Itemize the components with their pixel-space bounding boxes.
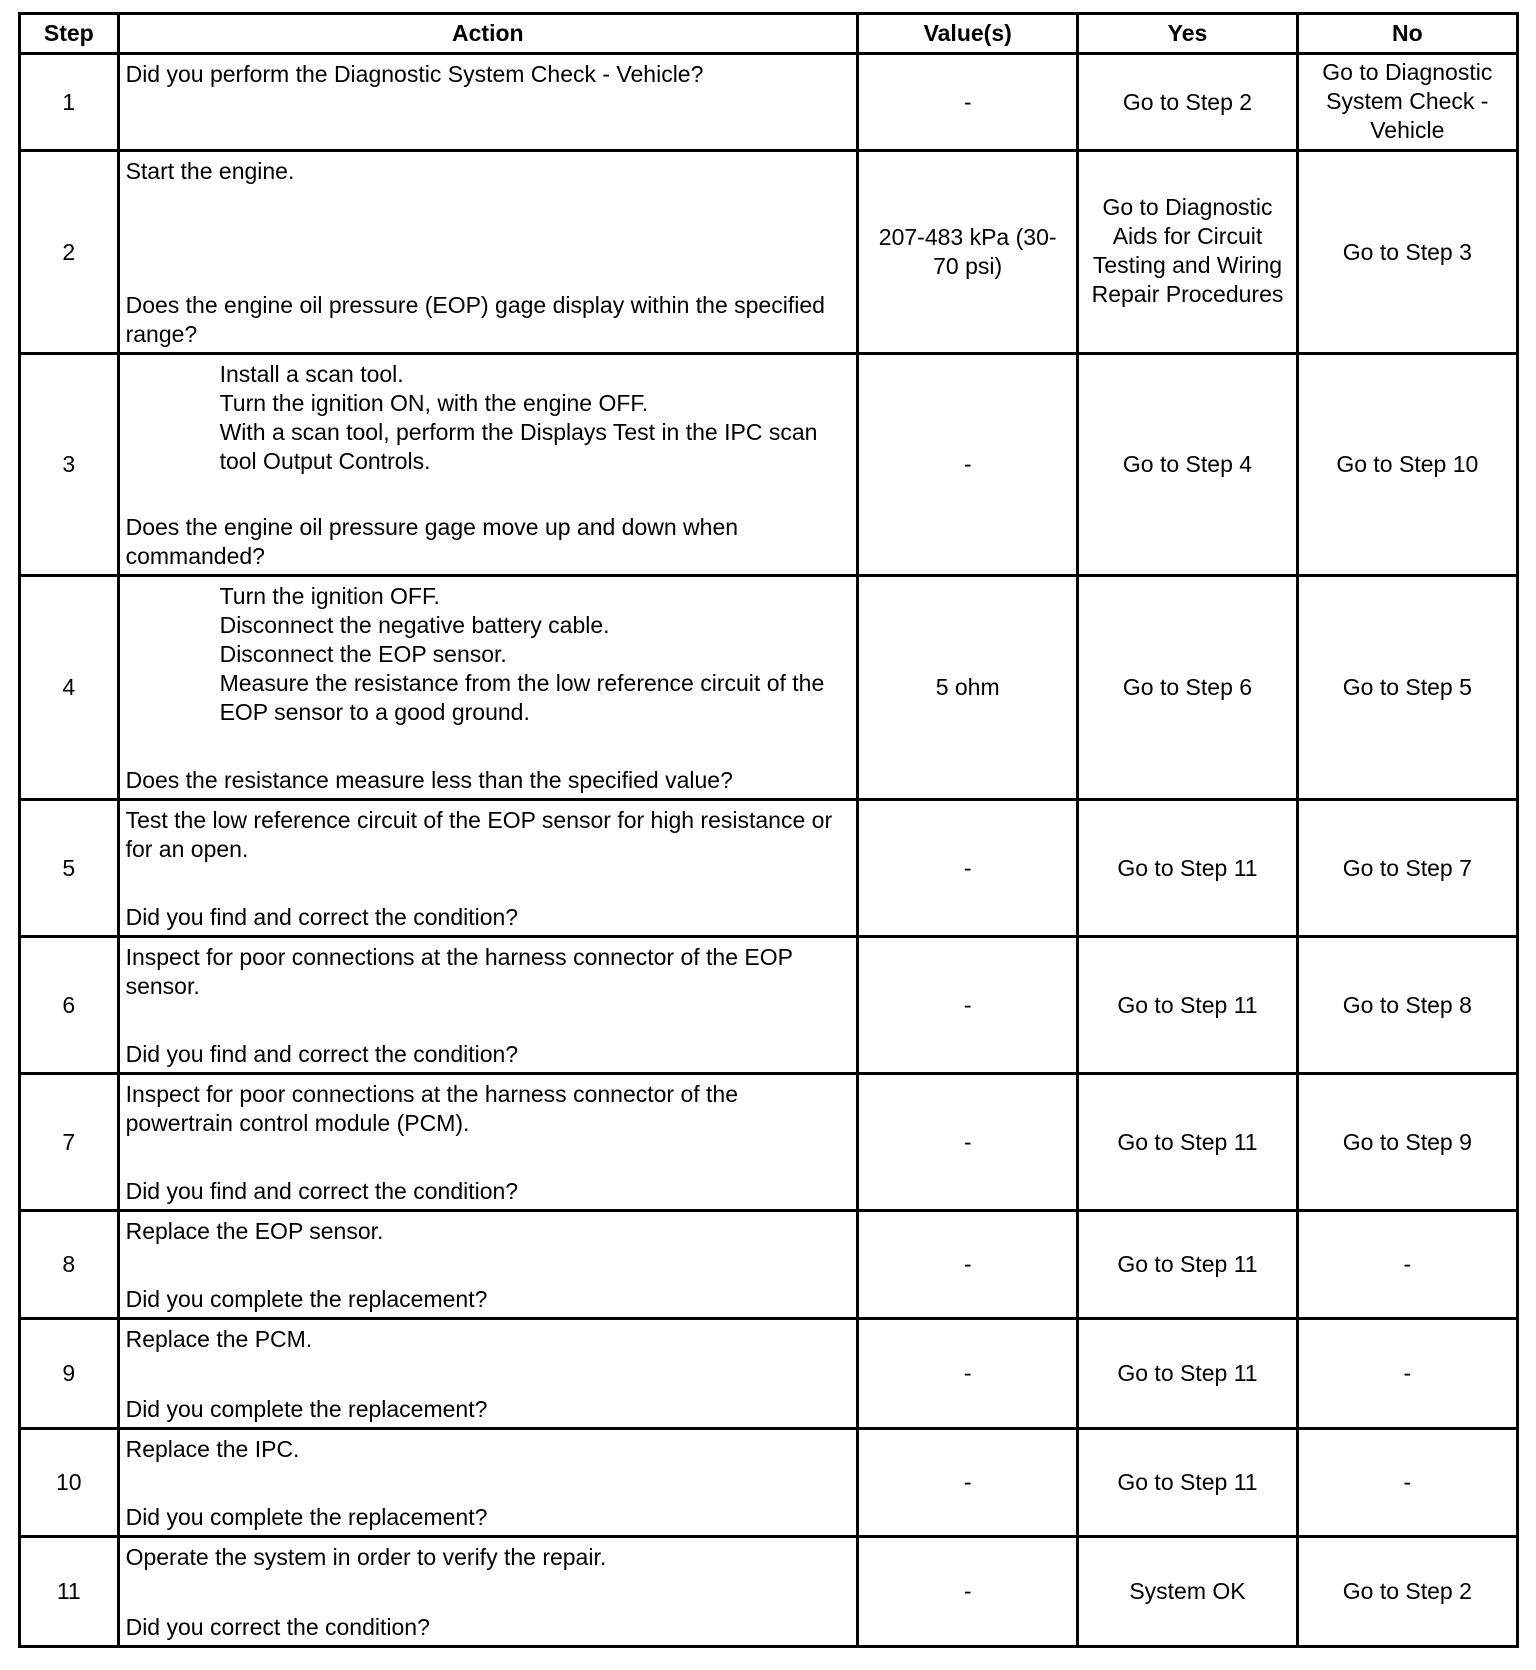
- value-cell: 5 ohm: [858, 576, 1078, 800]
- action-instruction: Replace the PCM.: [125, 1325, 313, 1352]
- action-question: Does the resistance measure less than the specified value?: [125, 766, 733, 793]
- no-cell: Go to Step 10: [1297, 354, 1517, 576]
- action-cell: [118, 576, 857, 800]
- no-cell: -: [1297, 1429, 1517, 1537]
- action-step-line: With a scan tool, perform the Displays Test in the IPC scan tool Output Controls.: [219, 418, 818, 474]
- action-question: Does the engine oil pressure (EOP) gage display within the specified range?: [125, 291, 825, 347]
- action-instruction: Test the low reference circuit of the EOP sensor for high resistance or for an open.: [125, 806, 833, 862]
- step-number: 8: [20, 1211, 119, 1319]
- yes-cell: System OK: [1078, 1537, 1297, 1647]
- no-cell: [1297, 54, 1517, 151]
- action-steps: [126, 582, 850, 727]
- yes-cell: Go to Step 4: [1078, 354, 1297, 576]
- no-cell: Go to Step 3: [1297, 151, 1517, 354]
- table-header-row: [20, 14, 1518, 54]
- action-cell: [118, 800, 857, 937]
- value-cell: -: [858, 1319, 1078, 1429]
- header-values: Value(s): [858, 14, 1078, 54]
- action-cell: [118, 1537, 857, 1647]
- header-yes: Yes: [1078, 14, 1297, 54]
- table-row: [20, 576, 1518, 800]
- yes-text: Go to Diagnostic Aids for Circuit Testing and Wiring Repair Procedures: [1091, 194, 1284, 307]
- action-steps: [126, 360, 850, 476]
- action-cell: [118, 54, 857, 151]
- action-instruction: Start the engine.: [125, 157, 295, 184]
- action-question: Did you complete the replacement?: [125, 1285, 488, 1312]
- step-number: 3: [20, 354, 119, 576]
- table-row: [20, 1211, 1518, 1319]
- action-instruction: Inspect for poor connections at the harness connector of the powertrain control module (PCM).: [125, 1080, 739, 1136]
- value-cell: -: [858, 1429, 1078, 1537]
- action-step-line: Disconnect the negative battery cable.: [219, 611, 610, 638]
- action-instruction: Replace the IPC.: [125, 1435, 300, 1462]
- table-row: [20, 1074, 1518, 1211]
- step-number: 10: [20, 1429, 119, 1537]
- action-step-line: Disconnect the EOP sensor.: [219, 640, 507, 667]
- yes-cell: Go to Step 11: [1078, 800, 1297, 937]
- action-cell: [118, 1429, 857, 1537]
- action-question: Did you find and correct the condition?: [125, 903, 519, 930]
- yes-cell: Go to Step 2: [1078, 54, 1297, 151]
- no-cell: Go to Step 7: [1297, 800, 1517, 937]
- table-row: [20, 1537, 1518, 1647]
- yes-cell: Go to Step 11: [1078, 1211, 1297, 1319]
- action-cell: [118, 937, 857, 1074]
- header-step: Step: [20, 14, 119, 54]
- action-step-line: Turn the ignition ON, with the engine OFF.: [219, 389, 649, 416]
- action-instruction: Operate the system in order to verify the repair.: [125, 1543, 607, 1570]
- yes-cell: Go to Step 11: [1078, 1429, 1297, 1537]
- step-number: 4: [20, 576, 119, 800]
- step-number: 11: [20, 1537, 119, 1647]
- no-cell: -: [1297, 1319, 1517, 1429]
- table-row: [20, 937, 1518, 1074]
- header-no: No: [1297, 14, 1517, 54]
- header-action: Action: [118, 14, 857, 54]
- value-cell: -: [858, 1211, 1078, 1319]
- action-cell: [118, 354, 857, 576]
- no-cell: Go to Step 5: [1297, 576, 1517, 800]
- action-instruction: Inspect for poor connections at the harness connector of the EOP sensor.: [125, 943, 793, 999]
- step-number: 2: [20, 151, 119, 354]
- action-question: Did you find and correct the condition?: [125, 1177, 519, 1204]
- action-question: Did you complete the replacement?: [125, 1503, 488, 1530]
- table-row: [20, 1319, 1518, 1429]
- action-question: Does the engine oil pressure gage move up and down when commanded?: [125, 513, 739, 569]
- table-row: [20, 800, 1518, 937]
- action-step-line: Measure the resistance from the low reference circuit of the EOP sensor to a good ground.: [219, 669, 825, 725]
- no-cell: Go to Step 2: [1297, 1537, 1517, 1647]
- value-cell: -: [858, 54, 1078, 151]
- yes-cell: Go to Step 6: [1078, 576, 1297, 800]
- table-row: [20, 354, 1518, 576]
- diagnostic-table-container: [18, 12, 1519, 1648]
- action-cell: [118, 1319, 857, 1429]
- action-step-line: Turn the ignition OFF.: [219, 582, 440, 609]
- value-text: 207-483 kPa (30-70 psi): [878, 224, 1057, 279]
- action-question: Did you correct the condition?: [125, 1613, 430, 1640]
- value-cell: -: [858, 1537, 1078, 1647]
- step-number: 7: [20, 1074, 119, 1211]
- action-question: Did you find and correct the condition?: [125, 1040, 519, 1067]
- no-cell: -: [1297, 1211, 1517, 1319]
- step-number: 1: [20, 54, 119, 151]
- table-row: [20, 54, 1518, 151]
- action-cell: [118, 1211, 857, 1319]
- step-number: 5: [20, 800, 119, 937]
- yes-cell: Go to Step 11: [1078, 1319, 1297, 1429]
- value-cell: -: [858, 937, 1078, 1074]
- no-cell: Go to Step 9: [1297, 1074, 1517, 1211]
- table-row: [20, 1429, 1518, 1537]
- action-cell: [118, 151, 857, 354]
- action-step-line: Install a scan tool.: [219, 360, 404, 387]
- action-question: Did you perform the Diagnostic System Check - Vehicle?: [125, 60, 704, 87]
- yes-cell: Go to Step 11: [1078, 1074, 1297, 1211]
- value-cell: [858, 151, 1078, 354]
- step-number: 9: [20, 1319, 119, 1429]
- diagnostic-table: [18, 12, 1519, 1648]
- table-row: [20, 151, 1518, 354]
- value-cell: -: [858, 1074, 1078, 1211]
- no-cell: Go to Step 8: [1297, 937, 1517, 1074]
- no-text: Go to Diagnostic System Check - Vehicle: [1322, 58, 1493, 143]
- yes-cell: Go to Step 11: [1078, 937, 1297, 1074]
- value-cell: -: [858, 800, 1078, 937]
- yes-cell: [1078, 151, 1297, 354]
- action-instruction: Replace the EOP sensor.: [125, 1217, 384, 1244]
- action-cell: [118, 1074, 857, 1211]
- value-cell: -: [858, 354, 1078, 576]
- action-question: Did you complete the replacement?: [125, 1395, 488, 1422]
- step-number: 6: [20, 937, 119, 1074]
